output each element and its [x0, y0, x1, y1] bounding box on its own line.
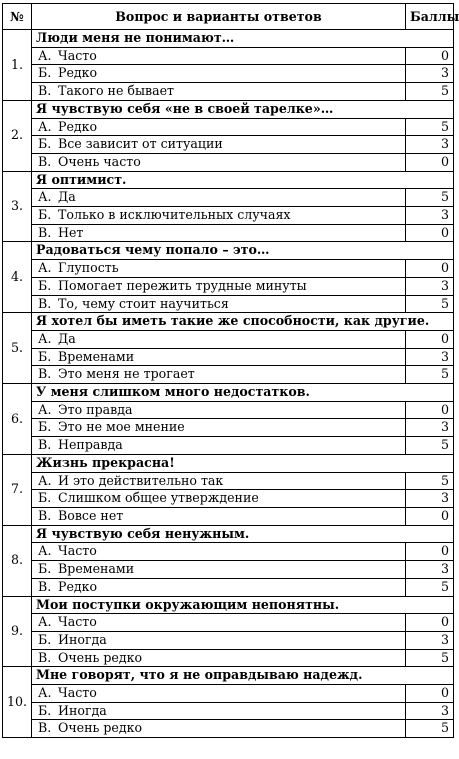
answer-text: Это правда: [58, 401, 133, 417]
answer-letter: А.: [38, 543, 52, 559]
answer-score: 3: [406, 702, 454, 720]
answer-row: [3, 348, 454, 366]
answer-option: [32, 543, 406, 561]
answer-text: Да: [58, 330, 76, 346]
question-text: Радоваться чему попало – это…: [32, 242, 454, 260]
table-header: [3, 4, 459, 30]
question-row: [3, 454, 454, 472]
answer-option: [32, 153, 406, 171]
answer-option: [32, 224, 406, 242]
answer-score: 0: [406, 614, 454, 632]
answer-row: [3, 260, 454, 278]
answer-score: 0: [406, 401, 454, 419]
answer-score: 3: [406, 136, 454, 154]
answer-score: 5: [406, 295, 454, 313]
question-number: 2.: [3, 100, 32, 171]
answer-option: [32, 207, 406, 225]
question-row: [3, 171, 454, 189]
question-number: 3.: [3, 171, 32, 242]
answer-letter: Б.: [38, 419, 52, 435]
answer-letter: В.: [38, 224, 52, 240]
answer-text: Такого не бывает: [58, 83, 175, 99]
answer-score: 0: [406, 224, 454, 242]
answer-score: 3: [406, 490, 454, 508]
answer-row: [3, 490, 454, 508]
answer-score: 0: [406, 47, 454, 65]
questionnaire-sheet: [2, 3, 459, 738]
answer-option: [32, 720, 406, 738]
answer-text: Временами: [58, 561, 135, 577]
answer-row: [3, 207, 454, 225]
answer-text: Часто: [58, 614, 97, 630]
answer-text: Да: [58, 189, 76, 205]
answer-letter: В.: [38, 153, 52, 169]
answer-option: [32, 366, 406, 384]
answer-score: 5: [406, 649, 454, 667]
answer-letter: А.: [38, 260, 52, 276]
answer-letter: В.: [38, 649, 52, 665]
question-number: 7.: [3, 454, 32, 525]
answer-text: Временами: [58, 348, 135, 364]
answer-letter: В.: [38, 366, 52, 382]
answer-row: [3, 685, 454, 703]
answer-letter: В.: [38, 720, 52, 736]
answer-row: [3, 330, 454, 348]
question-text: Я хотел бы иметь такие же способности, как другие.: [32, 313, 454, 331]
answer-letter: А.: [38, 47, 52, 63]
question-number: 10.: [3, 667, 32, 738]
answer-option: [32, 330, 406, 348]
question-text: Жизнь прекрасна!: [32, 454, 454, 472]
answer-text: Вовсе нет: [58, 507, 124, 523]
answer-text: Это не мое мнение: [58, 419, 185, 435]
answer-text: Только в исключительных случаях: [58, 207, 291, 223]
answer-letter: А.: [38, 685, 52, 701]
answer-letter: Б.: [38, 136, 52, 152]
answer-score: 5: [406, 118, 454, 136]
answer-text: Все зависит от ситуации: [58, 136, 223, 152]
answer-letter: А.: [38, 189, 52, 205]
answer-row: [3, 578, 454, 596]
answer-row: [3, 472, 454, 490]
answer-text: Часто: [58, 47, 97, 63]
answer-letter: А.: [38, 472, 52, 488]
header-score: Баллы: [406, 4, 454, 30]
answer-score: 5: [406, 472, 454, 490]
answer-text: Очень редко: [58, 649, 143, 665]
answer-score: 3: [406, 348, 454, 366]
answer-option: [32, 472, 406, 490]
question-text: Я оптимист.: [32, 171, 454, 189]
answer-text: Иногда: [58, 631, 107, 647]
answer-row: [3, 366, 454, 384]
question-number: 8.: [3, 525, 32, 596]
answer-text: Редко: [58, 578, 98, 594]
answer-option: [32, 118, 406, 136]
answer-score: 0: [406, 685, 454, 703]
answer-text: Нет: [58, 224, 84, 240]
answer-text: Часто: [58, 543, 97, 559]
answer-option: [32, 47, 406, 65]
answer-row: [3, 136, 454, 154]
answer-score: 5: [406, 189, 454, 207]
answer-score: 5: [406, 437, 454, 455]
answer-option: [32, 260, 406, 278]
answer-score: 0: [406, 330, 454, 348]
question-text: Я чувствую себя ненужным.: [32, 525, 454, 543]
answer-score: 5: [406, 83, 454, 101]
answer-row: [3, 437, 454, 455]
answer-text: Это меня не трогает: [58, 366, 195, 382]
question-number: 6.: [3, 384, 32, 455]
answer-row: [3, 277, 454, 295]
questionnaire-table: [2, 3, 459, 738]
answer-letter: Б.: [38, 702, 52, 718]
answer-letter: В.: [38, 507, 52, 523]
answer-letter: Б.: [38, 490, 52, 506]
answer-letter: Б.: [38, 277, 52, 293]
answer-letter: В.: [38, 578, 52, 594]
answer-row: [3, 295, 454, 313]
answer-text: Очень редко: [58, 720, 143, 736]
answer-letter: В.: [38, 83, 52, 99]
answer-score: 0: [406, 260, 454, 278]
answer-row: [3, 118, 454, 136]
question-row: [3, 667, 454, 685]
question-row: [3, 384, 454, 402]
question-number: 4.: [3, 242, 32, 313]
answer-letter: А.: [38, 401, 52, 417]
answer-option: [32, 83, 406, 101]
answer-score: 5: [406, 366, 454, 384]
answer-score: 5: [406, 578, 454, 596]
answer-letter: В.: [38, 295, 52, 311]
answer-text: Слишком общее утверждение: [58, 490, 259, 506]
question-number: 9.: [3, 596, 32, 667]
answer-letter: В.: [38, 437, 52, 453]
answer-row: [3, 507, 454, 525]
answer-option: [32, 65, 406, 83]
answer-option: [32, 614, 406, 632]
answer-option: [32, 348, 406, 366]
answer-score: 3: [406, 631, 454, 649]
answer-row: [3, 561, 454, 579]
question-row: [3, 242, 454, 260]
question-number: 1.: [3, 30, 32, 101]
answer-text: Неправда: [58, 437, 123, 453]
answer-score: 3: [406, 419, 454, 437]
answer-option: [32, 136, 406, 154]
answer-row: [3, 649, 454, 667]
answer-option: [32, 189, 406, 207]
answer-score: 3: [406, 277, 454, 295]
header-row: [3, 4, 454, 30]
answer-option: [32, 578, 406, 596]
answer-option: [32, 507, 406, 525]
answer-row: [3, 631, 454, 649]
answer-text: Помогает пережить трудные минуты: [58, 277, 307, 293]
header-question: Вопрос и варианты ответов: [32, 4, 406, 30]
answer-option: [32, 685, 406, 703]
question-text: У меня слишком много недостатков.: [32, 384, 454, 402]
answer-option: [32, 649, 406, 667]
answer-text: То, чему стоит научиться: [58, 295, 229, 311]
answer-option: [32, 437, 406, 455]
answer-option: [32, 401, 406, 419]
answer-row: [3, 401, 454, 419]
answer-row: [3, 65, 454, 83]
answer-letter: Б.: [38, 348, 52, 364]
question-text: Люди меня не понимают…: [32, 30, 454, 48]
answer-score: 3: [406, 207, 454, 225]
question-text: Я чувствую себя «не в своей тарелке»…: [32, 100, 454, 118]
answer-text: Редко: [58, 65, 98, 81]
answer-row: [3, 419, 454, 437]
answer-row: [3, 543, 454, 561]
answer-score: 5: [406, 720, 454, 738]
table-body: [3, 30, 454, 738]
answer-text: Иногда: [58, 702, 107, 718]
answer-letter: Б.: [38, 631, 52, 647]
question-text: Мне говорят, что я не оправдываю надежд.: [32, 667, 454, 685]
answer-text: Очень часто: [58, 153, 141, 169]
answer-score: 3: [406, 65, 454, 83]
answer-text: И это действительно так: [58, 472, 224, 488]
answer-letter: Б.: [38, 65, 52, 81]
question-row: [3, 525, 454, 543]
answer-score: 3: [406, 561, 454, 579]
answer-row: [3, 702, 454, 720]
answer-letter: Б.: [38, 207, 52, 223]
answer-row: [3, 224, 454, 242]
answer-option: [32, 277, 406, 295]
answer-score: 0: [406, 507, 454, 525]
answer-option: [32, 702, 406, 720]
answer-row: [3, 47, 454, 65]
answer-text: Глупость: [58, 260, 119, 276]
question-text: Мои поступки окружающим непонятны.: [32, 596, 454, 614]
answer-option: [32, 295, 406, 313]
question-row: [3, 30, 454, 48]
answer-text: Редко: [58, 118, 98, 134]
answer-option: [32, 561, 406, 579]
answer-row: [3, 614, 454, 632]
answer-text: Часто: [58, 685, 97, 701]
question-row: [3, 596, 454, 614]
answer-letter: А.: [38, 614, 52, 630]
answer-option: [32, 490, 406, 508]
answer-score: 0: [406, 153, 454, 171]
answer-option: [32, 631, 406, 649]
answer-letter: Б.: [38, 561, 52, 577]
question-row: [3, 100, 454, 118]
answer-row: [3, 189, 454, 207]
question-number: 5.: [3, 313, 32, 384]
answer-row: [3, 83, 454, 101]
answer-letter: А.: [38, 330, 52, 346]
answer-letter: А.: [38, 118, 52, 134]
answer-option: [32, 419, 406, 437]
answer-row: [3, 153, 454, 171]
question-row: [3, 313, 454, 331]
header-number: №: [3, 4, 32, 30]
answer-row: [3, 720, 454, 738]
answer-score: 0: [406, 543, 454, 561]
